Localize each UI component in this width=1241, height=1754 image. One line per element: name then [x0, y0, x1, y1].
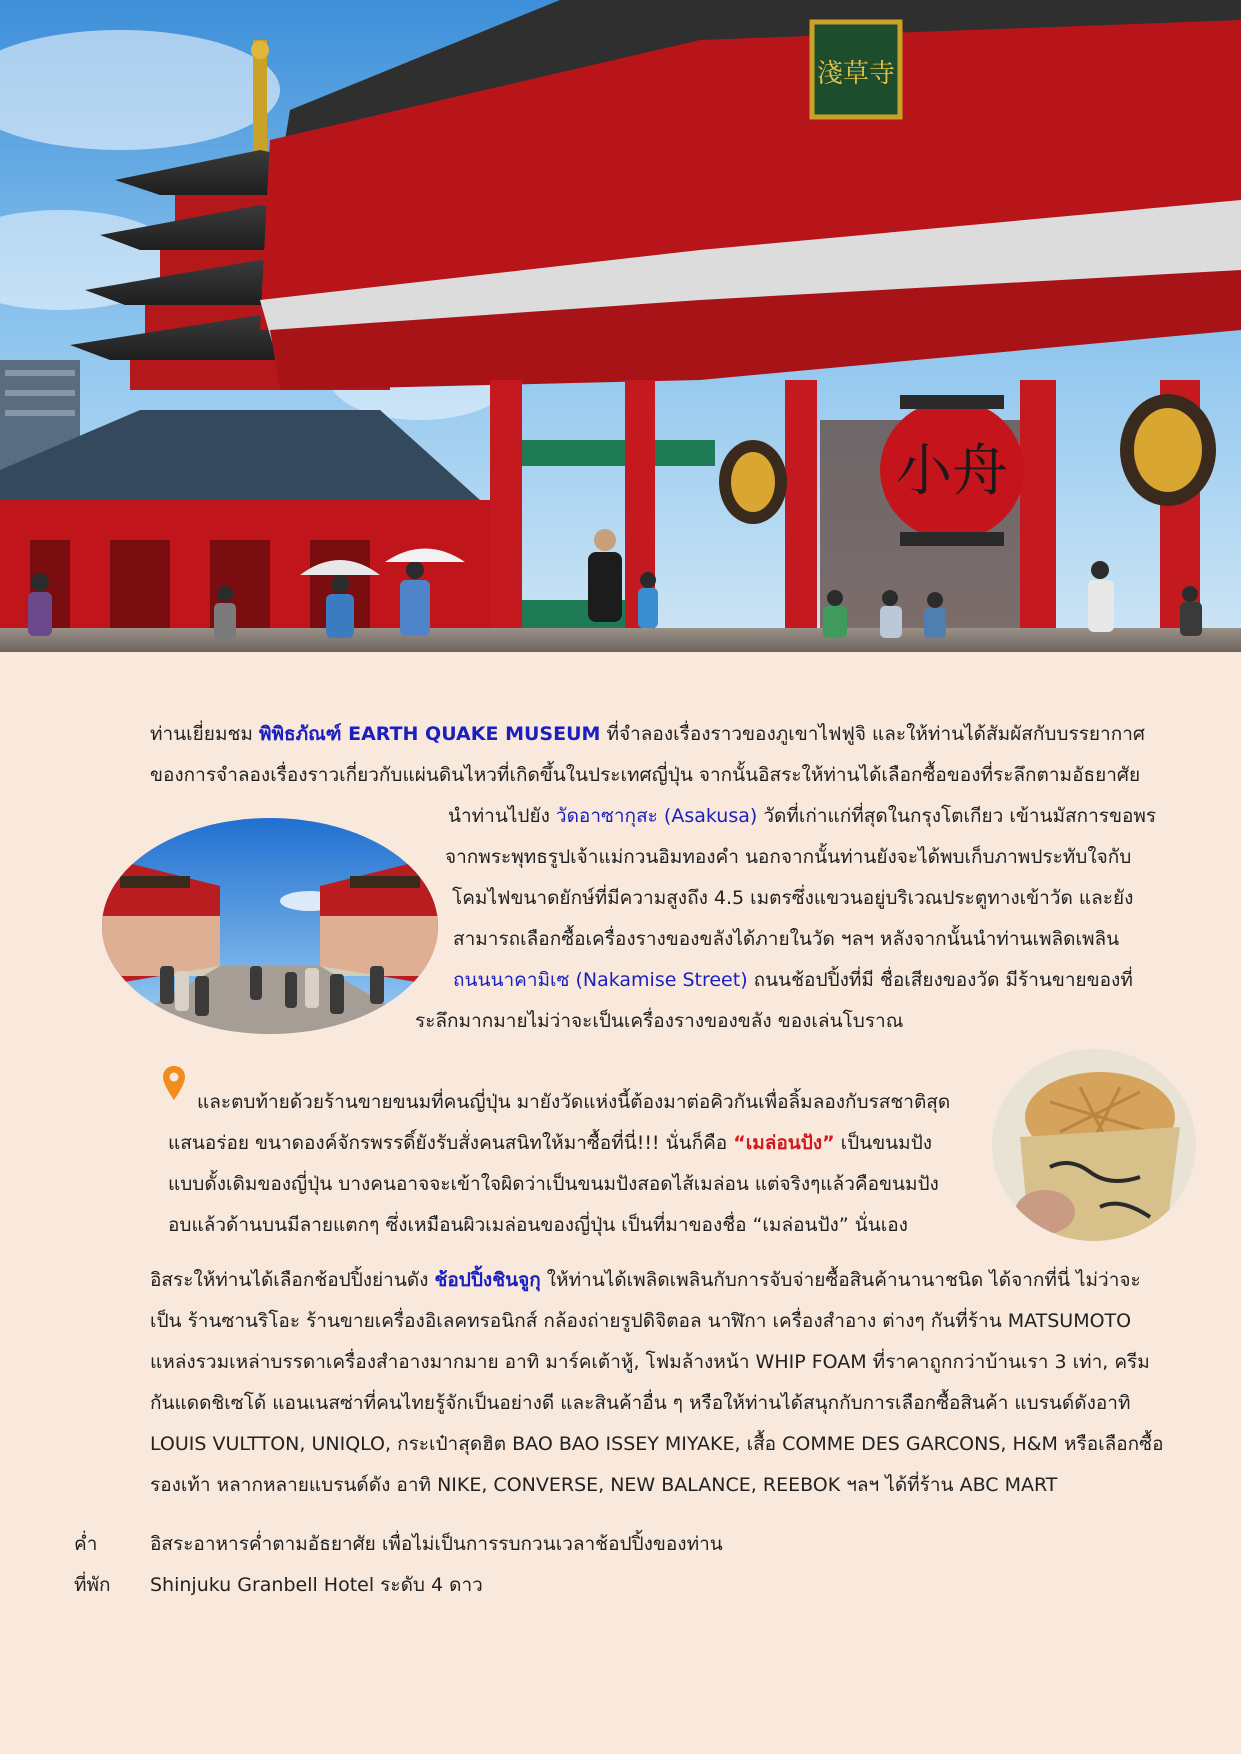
location-pin-icon: [163, 1066, 185, 1106]
text-line: แหล่งรวมเหล่าบรรดาเครื่องสำอางมากมาย อาทิ มาร์คเต้าหู้, โฟมล้างหน้า WHIP FOAM ที่ราคาถูกกว่าบ้านเรา 3 เท่า, ครีม: [150, 1351, 1150, 1373]
nakamise-photo: [100, 816, 440, 1040]
text-line: ถนนนาคามิเซ (Nakamise Street) ถนนช้อปปิ้งที่มี ชื่อเสียงของวัด มีร้านขายของที่: [453, 969, 1133, 991]
text-line: อิสระให้ท่านได้เลือกช้อปปิ้งย่านดัง ช้อปปิ้งชินจูกุ ให้ท่านได้เพลิดเพลินกับการจับจ่ายซื้อสินค้านานาชนิด ได้จากที่นี่ ไม่ว่าจะ: [150, 1269, 1141, 1291]
text-line: ของการจำลองเรื่องราวเกี่ยวกับแผ่นดินไหวที่เกิดขึ้นในประเทศญี่ปุ่น จากนั้นอิสระให้ท่านได้เลือกซื้อของที่ระลึกตามอัธยาศัย: [150, 764, 1141, 786]
dinner-label: ค่ำ: [74, 1533, 98, 1555]
lantern-text: 小舟: [896, 439, 1008, 504]
paragraph-asakusa: [448, 796, 1156, 837]
text-line: LOUIS VULTTON, UNIQLO, กระเป๋าสุดฮิต BAO BAO ISSEY MIYAKE, เสื้อ COMME DES GARCONS, H&M หรือเลือกซื้อ: [150, 1433, 1164, 1455]
text-line: อบแล้วด้านบนมีลายแตกๆ ซึ่งเหมือนผิวเมล่อนของญี่ปุ่น เป็นที่มาของชื่อ “เมล่อนปัง” นั่นเอง: [168, 1214, 908, 1236]
text-line: กันแดดชิเซโด้ แอนเนสซ่าที่คนไทยรู้จักเป็นอย่างดี และสินค้าอื่น ๆ หรือให้ท่านได้สนุกกับการเลือกซื้อสินค้า แบรนด์ดังอาทิ: [150, 1392, 1131, 1414]
highlight-melonpan: “เมล่อนปัง”: [733, 1132, 835, 1154]
text-line: ท่านเยี่ยมชม พิพิธภัณฑ์ EARTH QUAKE MUSEUM ที่จำลองเรื่องราวของภูเขาไฟฟูจิ และให้ท่านได้สัมผัสกับบรรยากาศ: [150, 723, 1145, 745]
hero-photo: [0, 0, 1241, 652]
highlight-nakamise: ถนนนาคามิเซ (Nakamise Street): [453, 969, 748, 991]
temple-sign-text: 淺草寺: [816, 59, 896, 89]
text-line: นำท่านไปยัง วัดอาซากุสะ (Asakusa) วัดที่เก่าแก่ที่สุดในกรุงโตเกียว เข้านมัสการขอพร: [448, 805, 1157, 827]
text-line: และตบท้ายด้วยร้านขายขนมที่คนญี่ปุ่น มายังวัดแห่งนี้ต้องมาต่อคิวกันเพื่อลิ้มลองกับรสชาติสุด: [197, 1091, 951, 1113]
text-line: เป็น ร้านซานริโอะ ร้านขายเครื่องอิเลคทรอนิกส์ กล้องถ่ายรูปดิจิตอล นาฬิกา เครื่องสำอาง ต่างๆ กันที่ร้าน MATSUMOTO: [150, 1310, 1132, 1332]
text-line: รองเท้า หลากหลายแบรนด์ดัง อาทิ NIKE, CONVERSE, NEW BALANCE, REEBOK ฯลฯ ได้ที่ร้าน ABC MART: [150, 1474, 1058, 1496]
text-line: ระลึกมากมายไม่ว่าจะเป็นเครื่องรางของขลัง ของเล่นโบราณ: [415, 1010, 904, 1032]
text-line: แบบดั้งเดิมของญี่ปุ่น บางคนอาจจะเข้าใจผิดว่าเป็นขนมปังสอดไส้เมล่อน แต่จริงๆแล้วคือขนมปัง: [168, 1173, 939, 1195]
paragraph-earthquake-museum: [150, 714, 1145, 796]
highlight-museum: พิพิธภัณฑ์ EARTH QUAKE MUSEUM: [258, 723, 601, 745]
highlight-shinjuku: ช้อปปิ้งชินจูกุ: [434, 1269, 541, 1291]
text-line: แสนอร่อย ขนาดองค์จักรพรรดิ์ยังรับสั่งคนสนิทให้มาซื้อที่นี่!!! นั่นก็คือ “เมล่อนปัง” เป็นขนมปัง: [168, 1132, 933, 1154]
hotel-text: Shinjuku Granbell Hotel ระดับ 4 ดาว: [150, 1574, 483, 1596]
melonpan-photo: [990, 1047, 1198, 1247]
hotel-label: ที่พัก: [74, 1574, 111, 1596]
text-line: โคมไฟขนาดยักษ์ที่มีความสูงถึง 4.5 เมตรซึ่งแขวนอยู่บริเวณประตูทางเข้าวัด และยัง: [452, 887, 1134, 909]
highlight-asakusa: วัดอาซากุสะ (Asakusa): [555, 805, 758, 827]
text-line: สามารถเลือกซื้อเครื่องรางของขลังได้ภายในวัด ฯลฯ หลังจากนั้นนำท่านเพลิดเพลิน: [453, 928, 1120, 950]
dinner-text: อิสระอาหารค่ำตามอัธยาศัย เพื่อไม่เป็นการรบกวนเวลาช้อปปิ้งของท่าน: [150, 1533, 723, 1555]
text-line: จากพระพุทธรูปเจ้าแม่กวนอิมทองคำ นอกจากนั้นท่านยังจะได้พบเก็บภาพประทับใจกับ: [445, 846, 1132, 868]
